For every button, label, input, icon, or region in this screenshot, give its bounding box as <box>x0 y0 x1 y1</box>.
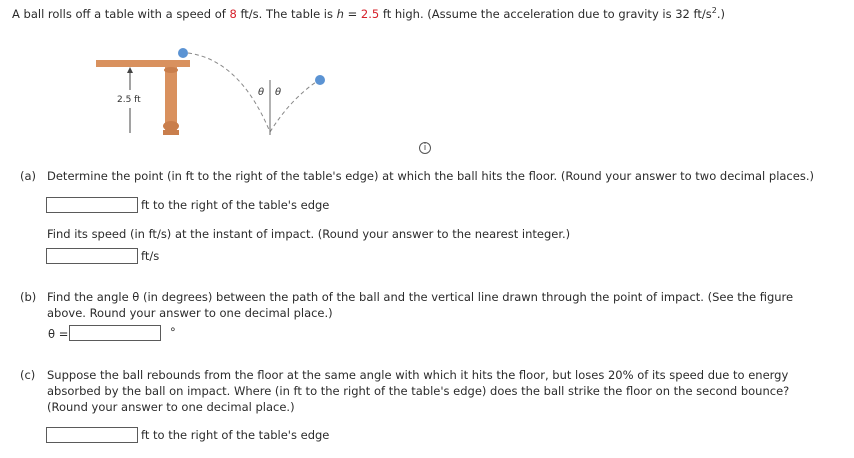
info-icon[interactable] <box>419 142 431 154</box>
ball-bounce <box>315 75 325 85</box>
part-a-answer-unit: ft to the right of the table's edge <box>141 198 330 212</box>
part-c-marker: (c) <box>20 368 36 382</box>
part-c-line-3: (Round your answer to one decimal place.) <box>47 400 295 414</box>
angle-left-label: θ <box>258 87 265 98</box>
height-symbol: h <box>336 6 344 21</box>
part-a-question-2: Find its speed (in ft/s) at the instant of impact. (Round your answer to the nearest integer.) <box>47 227 571 241</box>
ball-start <box>178 48 188 58</box>
part-b-answer-input[interactable] <box>69 325 161 341</box>
part-b-line-1: Find the angle θ (in degrees) between the path of the ball and the vertical line drawn through the point of impact. (See the figure <box>47 290 794 304</box>
part-c-answer-unit: ft to the right of the table's edge <box>141 428 330 442</box>
intro-text: A ball rolls off a table with a speed of <box>12 6 230 21</box>
part-a-speed-unit: ft/s <box>141 249 160 263</box>
part-a-answer-input[interactable] <box>46 197 138 213</box>
part-a-marker: (a) <box>20 169 37 183</box>
equals-sign: = <box>343 6 361 21</box>
info-icon-glyph: i <box>423 143 427 153</box>
problem-statement <box>12 6 725 21</box>
angle-right-label: θ <box>275 87 282 98</box>
degree-unit: ° <box>170 325 176 339</box>
intro-text-end: .) <box>716 6 726 21</box>
exponent: 2 <box>711 6 717 15</box>
height-label: 2.5 ft <box>117 95 141 105</box>
part-c-question <box>47 367 837 415</box>
projectile-figure <box>90 40 340 145</box>
height-value: 2.5 <box>360 6 380 21</box>
part-b-marker: (b) <box>20 290 37 304</box>
part-b-line-2: above. Round your answer to one decimal place.) <box>47 306 333 320</box>
intro-text-3: ft high. (Assume the acceleration due to gravity is 32 ft/s <box>379 6 712 21</box>
part-c-line-2: absorbed by the ball on impact. Where (in ft to the right of the table's edge) does the ball strike the floor on the second bounce? <box>47 384 790 398</box>
intro-text-2: ft/s. The table is <box>236 6 337 21</box>
part-c-line-1: Suppose the ball rebounds from the floor at the same angle with which it hits the floor, but loses 20% of its speed due to energy <box>47 368 789 382</box>
theta-label: θ = <box>48 327 69 341</box>
part-a-question: Determine the point (in ft to the right of the table's edge) at which the ball hits the floor. (Round your answer to two decimal places.) <box>47 169 814 183</box>
speed-value: 8 <box>229 6 237 21</box>
table-top <box>96 60 190 67</box>
part-a-speed-input[interactable] <box>46 248 138 264</box>
part-b-question <box>47 289 837 321</box>
part-c-answer-input[interactable] <box>46 427 138 443</box>
